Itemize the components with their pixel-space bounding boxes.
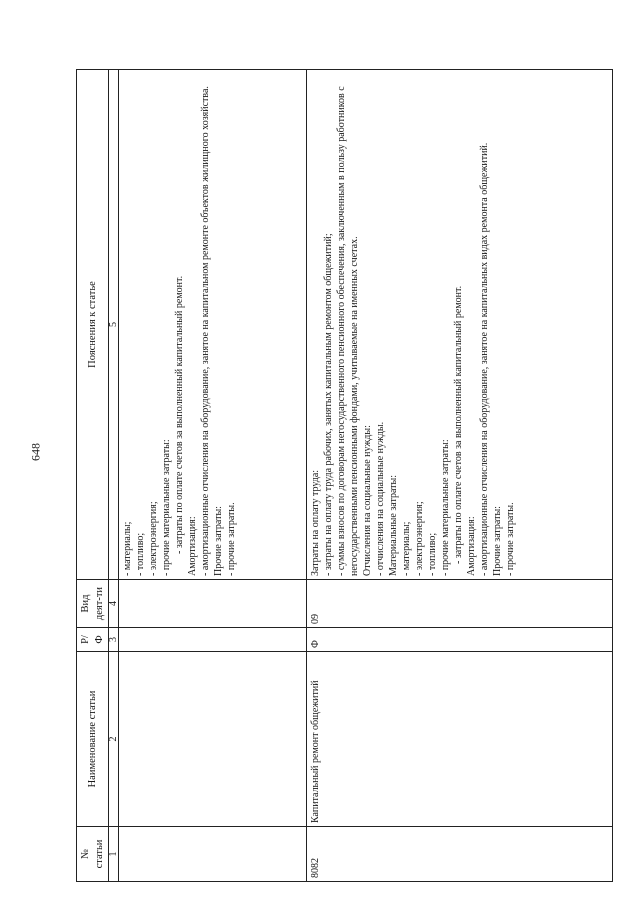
explanation-line: - прочие материальные затраты:	[161, 439, 173, 576]
activity-kind-cell: 09	[306, 580, 612, 628]
column-number: 5	[109, 70, 119, 580]
explanation-cell	[306, 70, 612, 580]
column-number-row	[109, 70, 119, 882]
explanation-line: Амортизация:	[465, 516, 477, 576]
explanation-line: - топливо;	[135, 532, 147, 576]
explanation-line: Материальные затраты:	[387, 475, 399, 576]
header-activity-kind-line2: деят-ти	[93, 586, 105, 621]
explanation-line: - прочие материальные затраты:	[439, 439, 451, 576]
explanation-line: - затраты по оплате счетов за выполненный капитальный ремонт.	[174, 275, 186, 554]
column-number: 4	[109, 580, 119, 628]
explanation-line: Отчисления на социальные нужды:	[361, 425, 373, 576]
header-article-name: Наименование статьи	[77, 652, 109, 827]
explanation-line: - материалы;	[400, 521, 412, 576]
header-rf-line2: Ф	[93, 635, 105, 644]
rf-cell: Ф	[306, 628, 612, 652]
table-row	[306, 70, 612, 882]
explanation-line: Амортизация:	[187, 516, 199, 576]
column-number: 2	[109, 652, 119, 827]
explanation-line: - прочие затраты.	[504, 502, 516, 576]
header-explanation: Пояснения к статье	[77, 70, 109, 580]
header-article-number-line1: №	[80, 848, 91, 860]
rf-cell	[119, 628, 307, 652]
explanation-line: - отчисления на социальные нужды.	[374, 421, 386, 576]
explanation-line: - затраты на оплату труда рабочих, занятых капитальным ремонтом общежитий;	[322, 233, 334, 576]
header-activity-kind-line1: Вид	[80, 594, 91, 613]
page-number: 648	[28, 443, 43, 461]
column-number: 1	[109, 827, 119, 882]
header-rf-line1: Р/	[80, 635, 91, 644]
explanation-line: Прочие затраты:	[491, 506, 503, 576]
explanation-line: - суммы взносов по договорам негосударственного пенсионного обеспечения, заключенным в пользу работников с негосударственными пенсионными фондами, учитываемые на именных счетах.	[335, 86, 360, 576]
explanation-line: - материалы;	[122, 521, 134, 576]
header-article-number	[77, 827, 109, 882]
activity-kind-cell	[119, 580, 307, 628]
rotated-table-container	[76, 70, 613, 882]
explanation-line: - электроэнергия;	[148, 501, 160, 576]
budget-articles-table	[76, 69, 613, 882]
explanation-line: - амортизационные отчисления на оборудование, занятое на капитальных видах ремонта общежитий.	[478, 142, 490, 576]
header-rf	[77, 628, 109, 652]
explanation-line: - амортизационные отчисления на оборудование, занятое на капитальном ремонте объектов жилищного хозяйства.	[200, 86, 212, 576]
article-number-cell: 8082	[306, 827, 612, 882]
header-row	[77, 70, 109, 882]
header-activity-kind	[77, 580, 109, 628]
table-row	[119, 70, 307, 882]
explanation-line: - электроэнергия;	[413, 501, 425, 576]
explanation-cell	[119, 70, 307, 580]
column-number: 3	[109, 628, 119, 652]
article-name-cell	[119, 652, 307, 827]
article-name-cell: Капитальный ремонт общежитий	[306, 652, 612, 827]
explanation-line: Затраты на оплату труда:	[309, 469, 321, 576]
article-number-cell	[119, 827, 307, 882]
explanation-line: - топливо;	[426, 532, 438, 576]
explanation-line: - затраты по оплате счетов за выполненный капитальный ремонт.	[452, 285, 464, 564]
explanation-line: - прочие затраты.	[226, 502, 238, 576]
explanation-line: Прочие затраты:	[213, 506, 225, 576]
header-article-number-line2: статьи	[93, 839, 105, 869]
